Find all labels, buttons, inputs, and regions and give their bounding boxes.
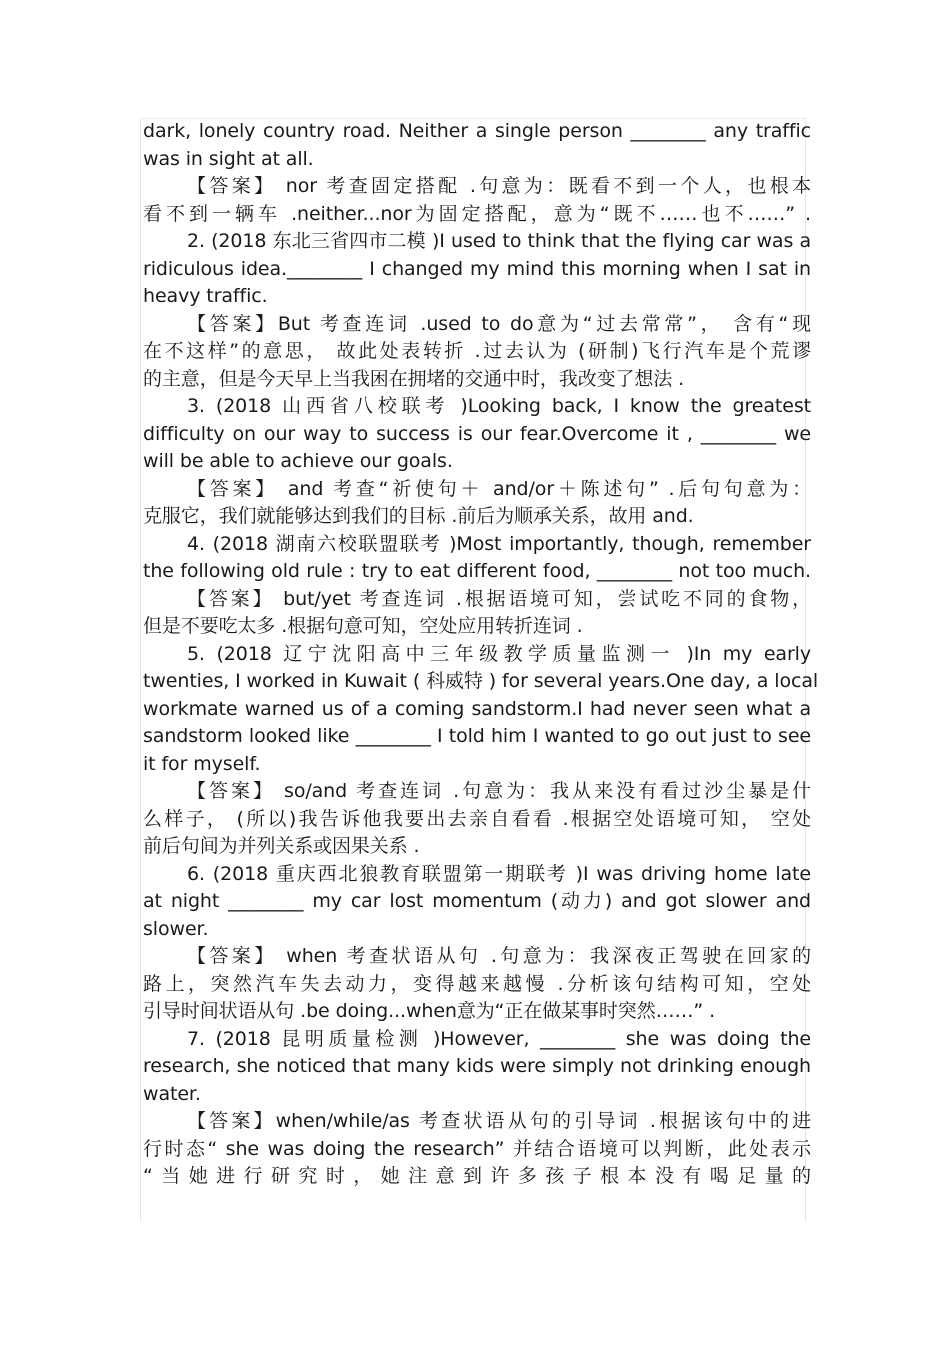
- text-line: it for myself.: [143, 752, 261, 775]
- text-line: heavy traffic.: [143, 285, 268, 307]
- question-line: 2. (2018 东北三省四市二模 )I used to think that the flying car was a: [187, 230, 811, 252]
- text-line: 但是不要吃太多 .根据句意可知，空处应用转折连词 .: [143, 615, 583, 637]
- text-line: difficulty on our way to success is our fear.Overcome it , ________ we: [143, 422, 811, 445]
- question-line: 7. (2018 昆明质量检测 )However, ________ she was doing the: [187, 1027, 811, 1050]
- text-line: twenties, I worked in Kuwait ( 科威特 ) for several years.One day, a local: [143, 670, 819, 692]
- question-line: 5. (2018 辽宁沈阳高中三年级教学质量监测一 )In my early: [187, 642, 811, 665]
- text-line: 的主意，但是今天早上当我困在拥堵的交通中时，我改变了想法 .: [143, 367, 685, 390]
- question-line: 3. (2018 山西省八校联考 )Looking back, I know the greatest: [187, 395, 811, 417]
- text-line: was in sight at all.: [143, 147, 314, 170]
- text-line: “当她进行研究时，她注意到许多孩子根本没有喝足量的: [143, 1165, 811, 1187]
- text-line: ridiculous idea.________ I changed my mind this morning when I sat in: [143, 257, 811, 280]
- text-line: water.: [143, 1082, 201, 1105]
- answer-line: 【答案】But 考查连词 .used to do意为“过去常常”， 含有“现: [187, 312, 811, 335]
- question-line: 6. (2018 重庆西北狼教育联盟第一期联考 )I was driving home late: [187, 862, 811, 885]
- text-line: 行时态“ she was doing the research” 并结合语境可以判断，此处表示: [143, 1137, 811, 1160]
- text-line: sandstorm looked like ________ I told him I wanted to go out just to see: [143, 725, 811, 747]
- text-line: research, she noticed that many kids were simply not drinking enough: [143, 1055, 811, 1077]
- text-line: will be able to achieve our goals.: [143, 450, 453, 472]
- answer-line: 【答案】 but/yet 考查连词 .根据语境可知，尝试吃不同的食物，: [187, 587, 811, 610]
- answer-line: 【答案】 so/and 考查连词 .句意为：我从来没有看过沙尘暴是什: [187, 780, 811, 802]
- text-line: workmate warned us of a coming sandstorm.I had never seen what a: [143, 697, 811, 720]
- text-line: 引导时间状语从句 .be doing...when意为“正在做某事时突然……” .: [143, 1000, 716, 1022]
- text-line: 路上，突然汽车失去动力，变得越来越慢 .分析该句结构可知，空处: [143, 972, 811, 995]
- document-body: [143, 118, 819, 1191]
- text-line: at night ________ my car lost momentum (动力) and got slower and: [143, 890, 811, 912]
- text-line: 前后句间为并列关系或因果关系 .: [143, 835, 420, 857]
- text-line: dark, lonely country road. Neither a single person ________ any traffic: [143, 120, 811, 142]
- text-line: slower.: [143, 917, 209, 940]
- text-line: the following old rule : try to eat different food, ________ not too much.: [143, 560, 811, 582]
- answer-line: 【答案】when/while/as 考查状语从句的引导词 .根据该句中的进: [187, 1110, 811, 1132]
- text-line: 看不到一辆车 .neither...nor为固定搭配，意为“既不……也不……” .: [143, 202, 811, 225]
- text-line: 克服它，我们就能够达到我们的目标 .前后为顺承关系，故用 and.: [143, 505, 694, 527]
- question-line: 4. (2018 湖南六校联盟联考 )Most importantly, though, remember: [187, 532, 811, 555]
- answer-line: 【答案】 when 考查状语从句 .句意为：我深夜正驾驶在回家的: [187, 945, 811, 967]
- answer-line: 【答案】 and 考查“祈使句＋ and/or＋陈述句” .后句句意为：: [187, 477, 811, 500]
- text-line: 么样子， (所以)我告诉他我要出去亲自看看 .根据空处语境可知， 空处: [143, 807, 811, 830]
- text-line: 在不这样”的意思， 故此处表转折 .过去认为 (研制)飞行汽车是个荒谬: [143, 340, 811, 362]
- answer-line: 【答案】 nor 考查固定搭配 .句意为：既看不到一个人，也根本: [187, 175, 811, 197]
